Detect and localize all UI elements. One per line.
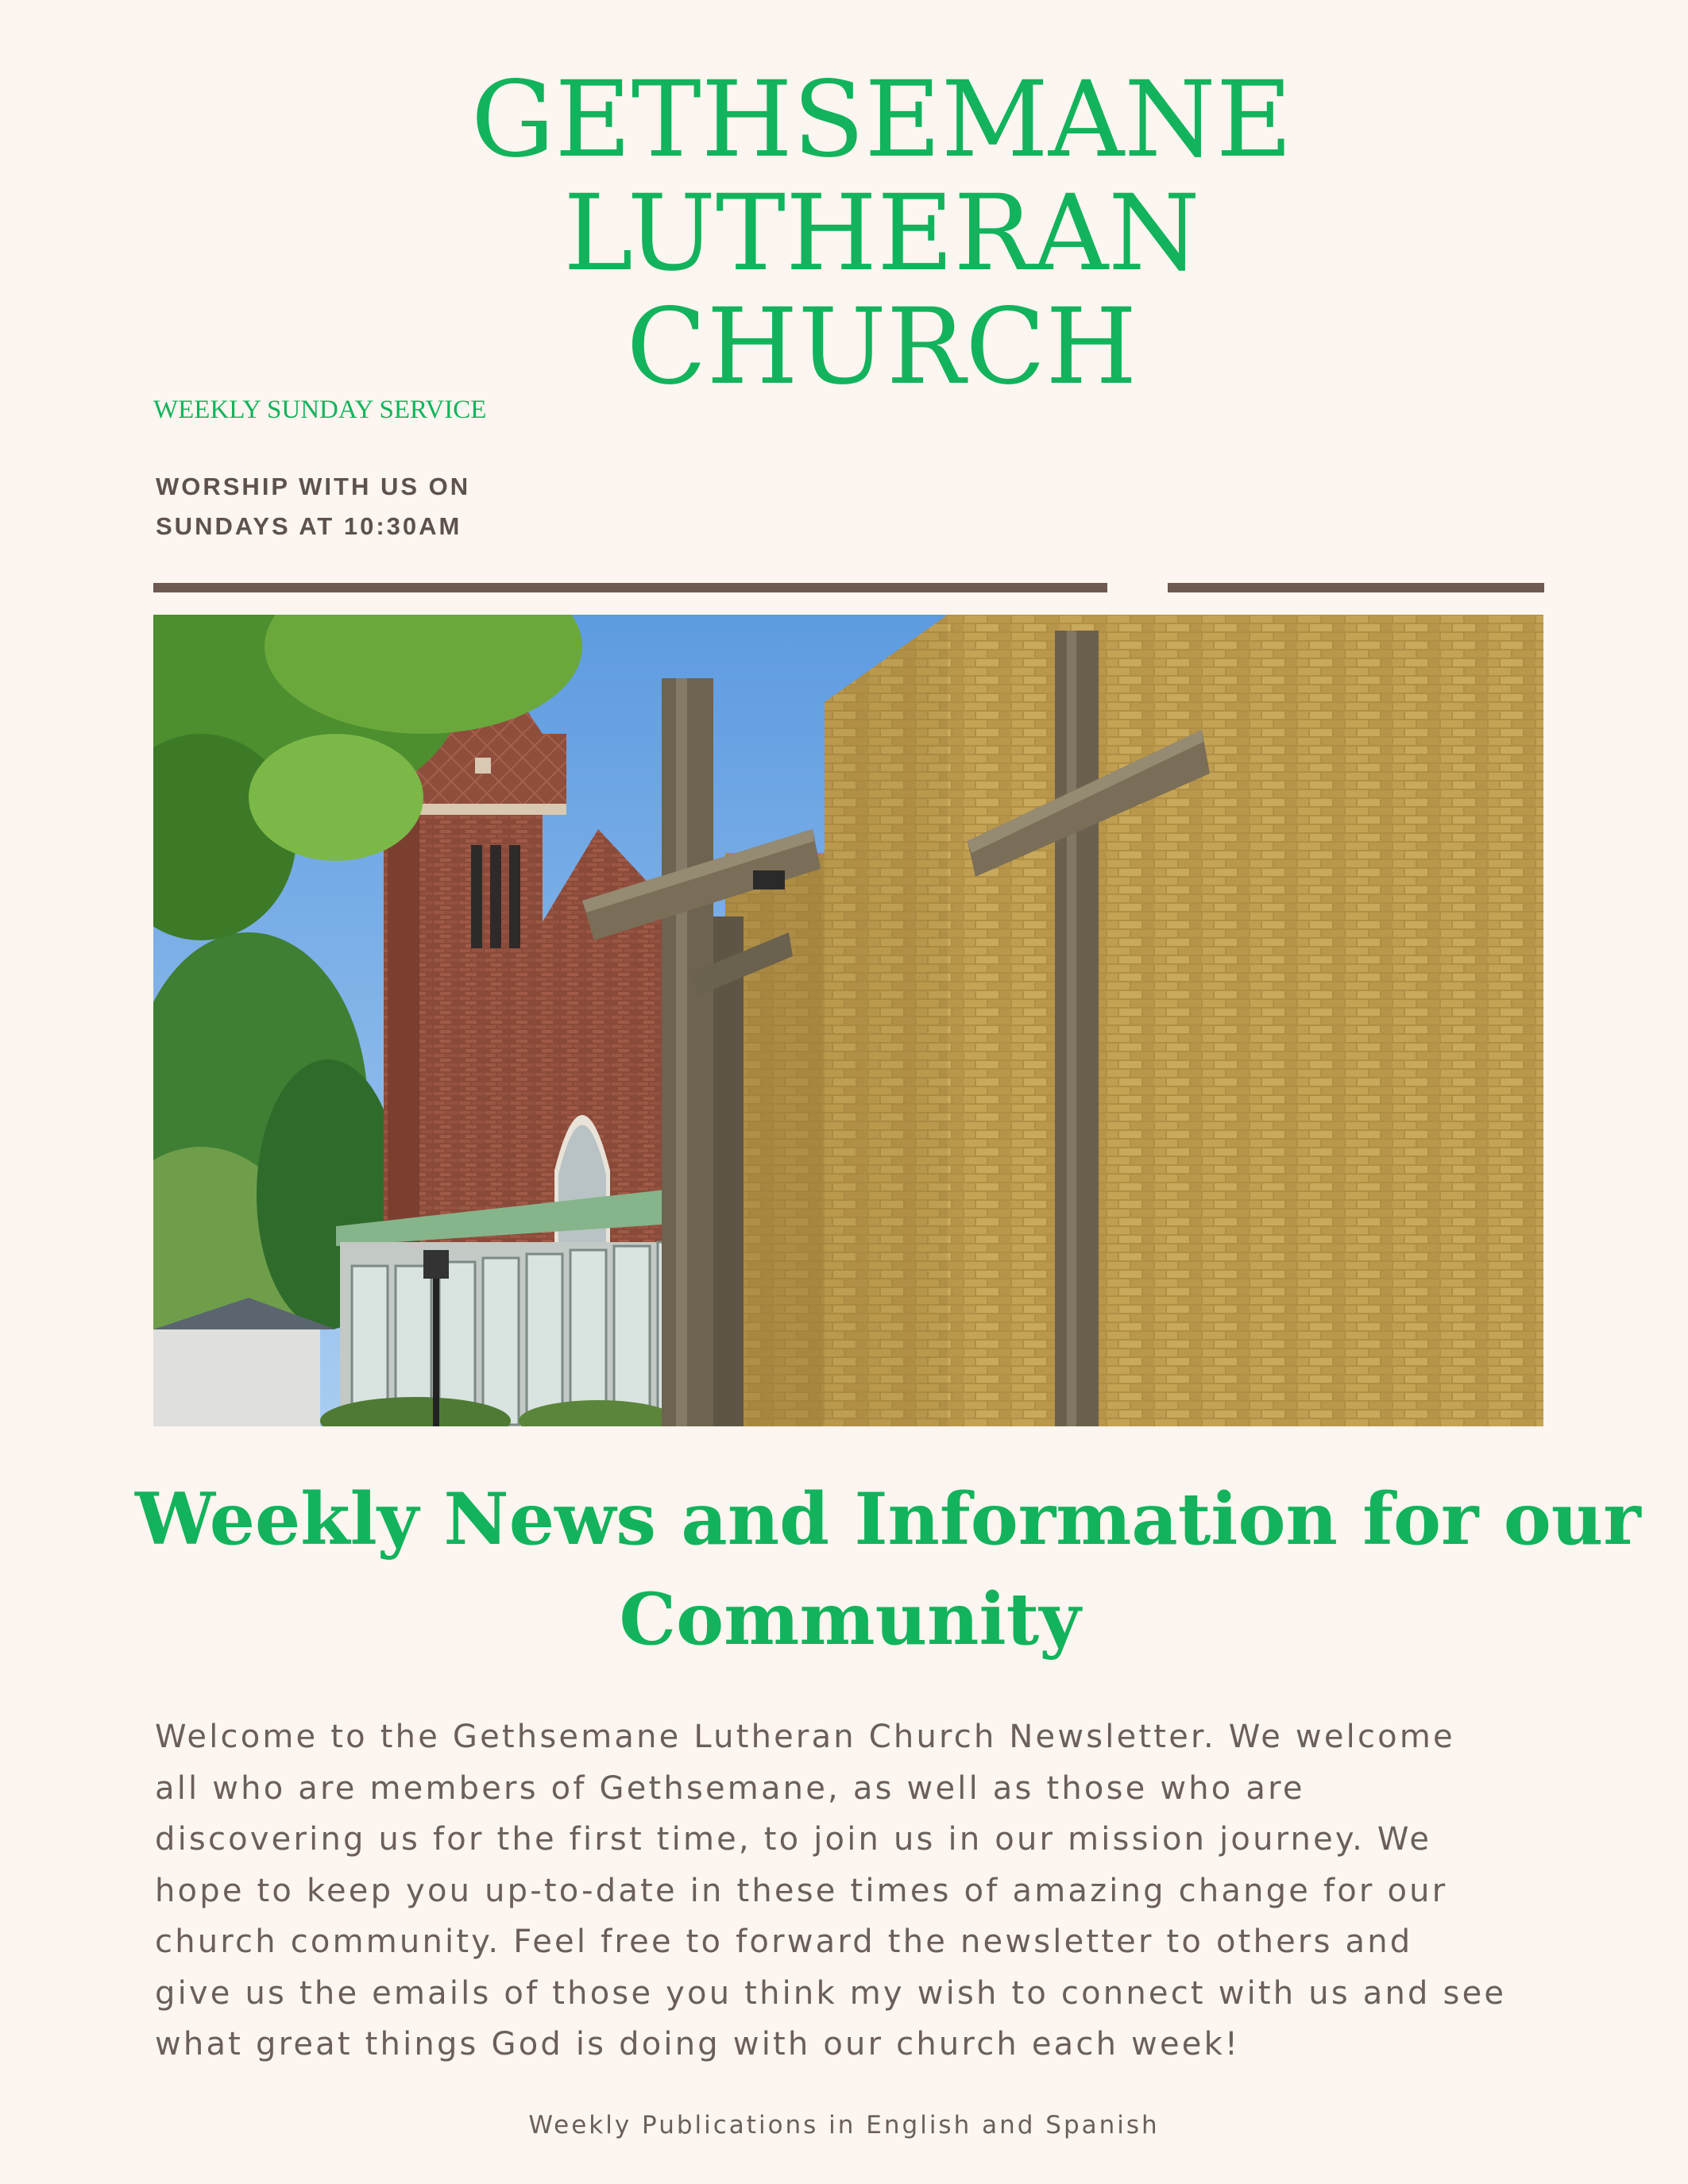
church-title-line: LUTHERAN bbox=[563, 172, 1200, 295]
headline-line: Community bbox=[619, 1577, 1081, 1661]
divider-right bbox=[1168, 583, 1544, 592]
church-title bbox=[469, 59, 1295, 408]
paragraph-line: hope to keep you up-to-date in these times of amazing change for our bbox=[155, 1872, 1448, 1909]
church-photo bbox=[153, 615, 1543, 1426]
church-title-line: GETHSEMANE bbox=[470, 59, 1293, 181]
paragraph-line: all who are members of Gethsemane, as well as those who are bbox=[155, 1769, 1305, 1807]
newsletter-headline bbox=[135, 1469, 1641, 1669]
paragraph-line: what great things God is doing with our church each week! bbox=[155, 2026, 1241, 2062]
headline-line: Weekly News and Information for our bbox=[135, 1477, 1641, 1561]
worship-times bbox=[156, 467, 470, 546]
paragraph-line: Welcome to the Gethsemane Lutheran Church Newsletter. We welcome bbox=[155, 1719, 1455, 1755]
paragraph-line: give us the emails of those you think my wish to connect with us and see bbox=[155, 1974, 1507, 2012]
church-title-line: CHURCH bbox=[626, 286, 1138, 408]
service-label: WEEKLY SUNDAY SERVICE bbox=[153, 396, 487, 424]
worship-line: WORSHIP WITH US ON bbox=[156, 473, 471, 500]
divider-left bbox=[153, 583, 1107, 592]
paragraph-line: church community. Feel free to forward the newsletter to others and bbox=[155, 1924, 1413, 1960]
worship-line: SUNDAYS AT 10:30AM bbox=[156, 512, 462, 540]
paragraph-line: discovering us for the first time, to join us in our mission journey. We bbox=[155, 1821, 1432, 1858]
welcome-paragraph bbox=[155, 1711, 1553, 2070]
publication-note: Weekly Publications in English and Spanish bbox=[528, 2111, 1160, 2140]
